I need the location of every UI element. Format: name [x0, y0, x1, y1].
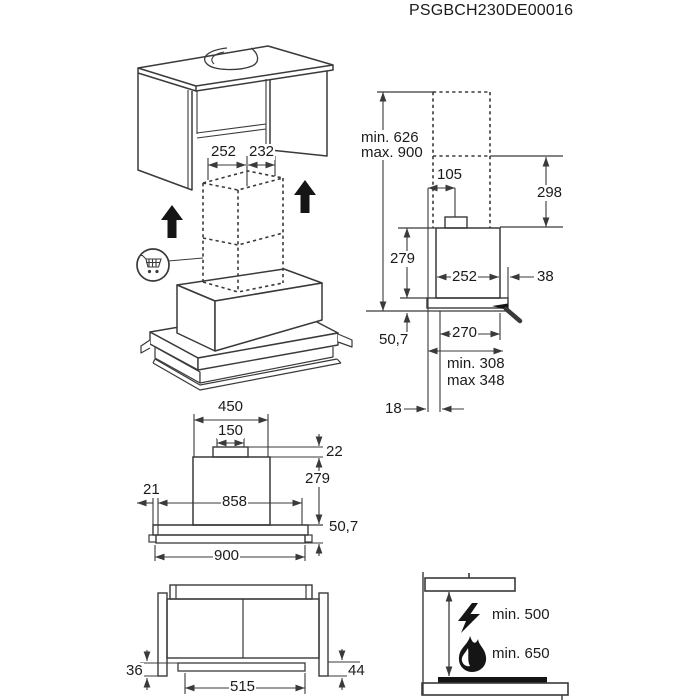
- up-arrow-icon: [161, 205, 183, 238]
- front-dim-body-width: 450: [218, 398, 244, 415]
- clearance-electric-min: min. 500: [492, 606, 550, 623]
- side-dim-front-gap: 18: [385, 400, 402, 417]
- clearance-view: [422, 572, 568, 700]
- flame-icon: [459, 636, 486, 672]
- side-dim-height-max: max. 900: [361, 144, 423, 161]
- side-dim-duct-offset: 105: [437, 166, 463, 183]
- side-dim-height-range: [361, 130, 423, 160]
- side-dim-top-clearance: 298: [537, 184, 563, 201]
- iso-dim-duct-right: 232: [249, 143, 275, 160]
- front-dim-connector-height: 22: [326, 443, 343, 460]
- front-dim-base-height: 50,7: [329, 518, 359, 535]
- side-dim-body-depth: 252: [452, 268, 478, 285]
- side-dim-height-min: min. 626: [361, 129, 419, 146]
- lightning-icon: [458, 603, 480, 633]
- side-dim-depth-min: min. 308: [447, 355, 505, 372]
- bottom-dim-lip-left: 36: [126, 662, 143, 679]
- iso-duct-dimension: [208, 156, 275, 186]
- clearance-gas-min: min. 650: [492, 645, 550, 662]
- front-dim-connector-width: 150: [218, 422, 244, 439]
- side-dim-rear-offset: 38: [537, 268, 554, 285]
- front-dim-total-width: 900: [214, 547, 240, 564]
- front-dim-side-offset: 21: [143, 481, 160, 498]
- iso-cabinet: [138, 46, 333, 190]
- side-dim-depth-max: max 348: [447, 372, 505, 389]
- side-dim-270: 270: [452, 324, 478, 341]
- bottom-dim-lip-right: 44: [348, 662, 365, 679]
- iso-dim-duct-left: 252: [211, 143, 237, 160]
- bottom-dim-lip-width: 515: [230, 678, 256, 695]
- side-dim-body-height: 279: [390, 250, 416, 267]
- cart-icon: [137, 249, 203, 281]
- side-dim-base-height: 50,7: [379, 331, 409, 348]
- drawing-code: PSGBCH230DE00016: [409, 2, 574, 19]
- front-dim-body-height: 279: [305, 470, 331, 487]
- front-dim-inner-width: 858: [222, 493, 248, 510]
- up-arrow-icon: [294, 180, 316, 213]
